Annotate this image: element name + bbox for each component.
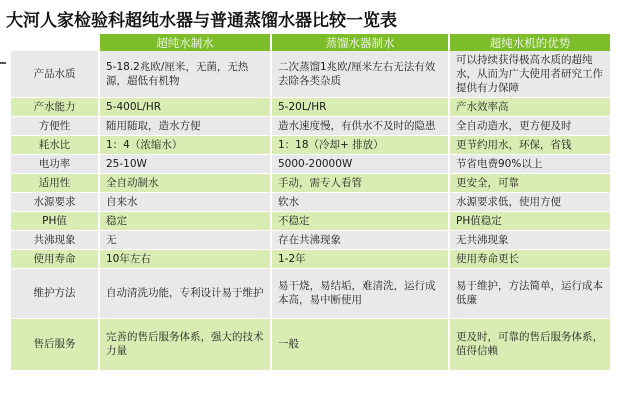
cell-advantage: 更节约用水，环保，省钱	[449, 135, 611, 154]
cell-advantage: 更安全，可靠	[449, 173, 611, 192]
cell-ultrapure: 稳定	[99, 211, 271, 230]
cell-ultrapure: 全自动制水	[99, 173, 271, 192]
cell-distilled: 不稳定	[271, 211, 449, 230]
page-title: 大河人家检验科超纯水器与普通蒸馏水器比较一览表	[6, 11, 397, 31]
table-row	[11, 230, 611, 249]
table-row	[11, 135, 611, 154]
cell-advantage: 产水效率高	[449, 97, 611, 116]
table-row	[11, 97, 611, 116]
cell-advantage: 更及时，可靠的售后服务体系，值得信赖	[449, 318, 611, 370]
row-label: 水源要求	[11, 192, 99, 211]
row-label: 方便性	[11, 116, 99, 135]
row-label: 售后服务	[11, 318, 99, 370]
cell-ultrapure: 1：4（浓缩水）	[99, 135, 271, 154]
row-label: 使用寿命	[11, 249, 99, 268]
table-row	[11, 154, 611, 173]
table-row	[11, 211, 611, 230]
cell-ultrapure: 自动清洗功能，专利设计易于维护	[99, 268, 271, 318]
cell-advantage: 节省电费90%以上	[449, 154, 611, 173]
row-label: 适用性	[11, 173, 99, 192]
row-label: 产品水质	[11, 51, 99, 97]
header-ultrapure: 超纯水制水	[99, 34, 271, 51]
cell-ultrapure: 完善的售后服务体系，强大的技术力量	[99, 318, 271, 370]
header-corner	[11, 34, 99, 51]
cell-ultrapure: 自来水	[99, 192, 271, 211]
table-row	[11, 173, 611, 192]
header-advantage: 超纯水机的优势	[449, 34, 611, 51]
cell-advantage: PH值稳定	[449, 211, 611, 230]
cell-distilled: 5000-20000W	[271, 154, 449, 173]
row-label: 共沸现象	[11, 230, 99, 249]
cell-advantage: 可以持续获得极高水质的超纯水，从而为广大使用者研究工作提供有力保障	[449, 51, 611, 97]
cell-advantage: 易于维护，方法简单，运行成本低廉	[449, 268, 611, 318]
cell-distilled: 易干烧，易结垢，难清洗，运行成本高，易中断使用	[271, 268, 449, 318]
cell-ultrapure: 25-10W	[99, 154, 271, 173]
cell-distilled: 手动，需专人看管	[271, 173, 449, 192]
cell-distilled: 5-20L/HR	[271, 97, 449, 116]
comparison-table	[11, 34, 612, 371]
table-row	[11, 51, 611, 97]
cell-distilled: 1：18（冷却+ 排放）	[271, 135, 449, 154]
row-label: 产水能力	[11, 97, 99, 116]
table-row	[11, 268, 611, 318]
table-row	[11, 116, 611, 135]
cell-distilled: 软水	[271, 192, 449, 211]
cell-advantage: 无共沸现象	[449, 230, 611, 249]
cell-advantage: 使用寿命更长	[449, 249, 611, 268]
row-label: 耗水比	[11, 135, 99, 154]
cell-distilled: 存在共沸现象	[271, 230, 449, 249]
side-marker	[0, 62, 6, 64]
cell-advantage: 水源要求低，使用方便	[449, 192, 611, 211]
table-row	[11, 318, 611, 370]
cell-distilled: 二次蒸馏1兆欧/厘米左右无法有效去除各类杂质	[271, 51, 449, 97]
cell-ultrapure: 随用随取，造水方便	[99, 116, 271, 135]
table-row	[11, 249, 611, 268]
cell-distilled: 一般	[271, 318, 449, 370]
cell-distilled: 造水速度慢，有供水不及时的隐患	[271, 116, 449, 135]
cell-ultrapure: 5-18.2兆欧/厘米，无菌，无热源，超低有机物	[99, 51, 271, 97]
cell-ultrapure: 无	[99, 230, 271, 249]
cell-ultrapure: 10年左右	[99, 249, 271, 268]
cell-advantage: 全自动造水，更方便及时	[449, 116, 611, 135]
row-label: PH值	[11, 211, 99, 230]
table-row	[11, 192, 611, 211]
row-label: 维护方法	[11, 268, 99, 318]
cell-distilled: 1-2年	[271, 249, 449, 268]
row-label: 电功率	[11, 154, 99, 173]
table-header-row	[11, 34, 611, 51]
header-distilled: 蒸馏水器制水	[271, 34, 449, 51]
cell-ultrapure: 5-400L/HR	[99, 97, 271, 116]
